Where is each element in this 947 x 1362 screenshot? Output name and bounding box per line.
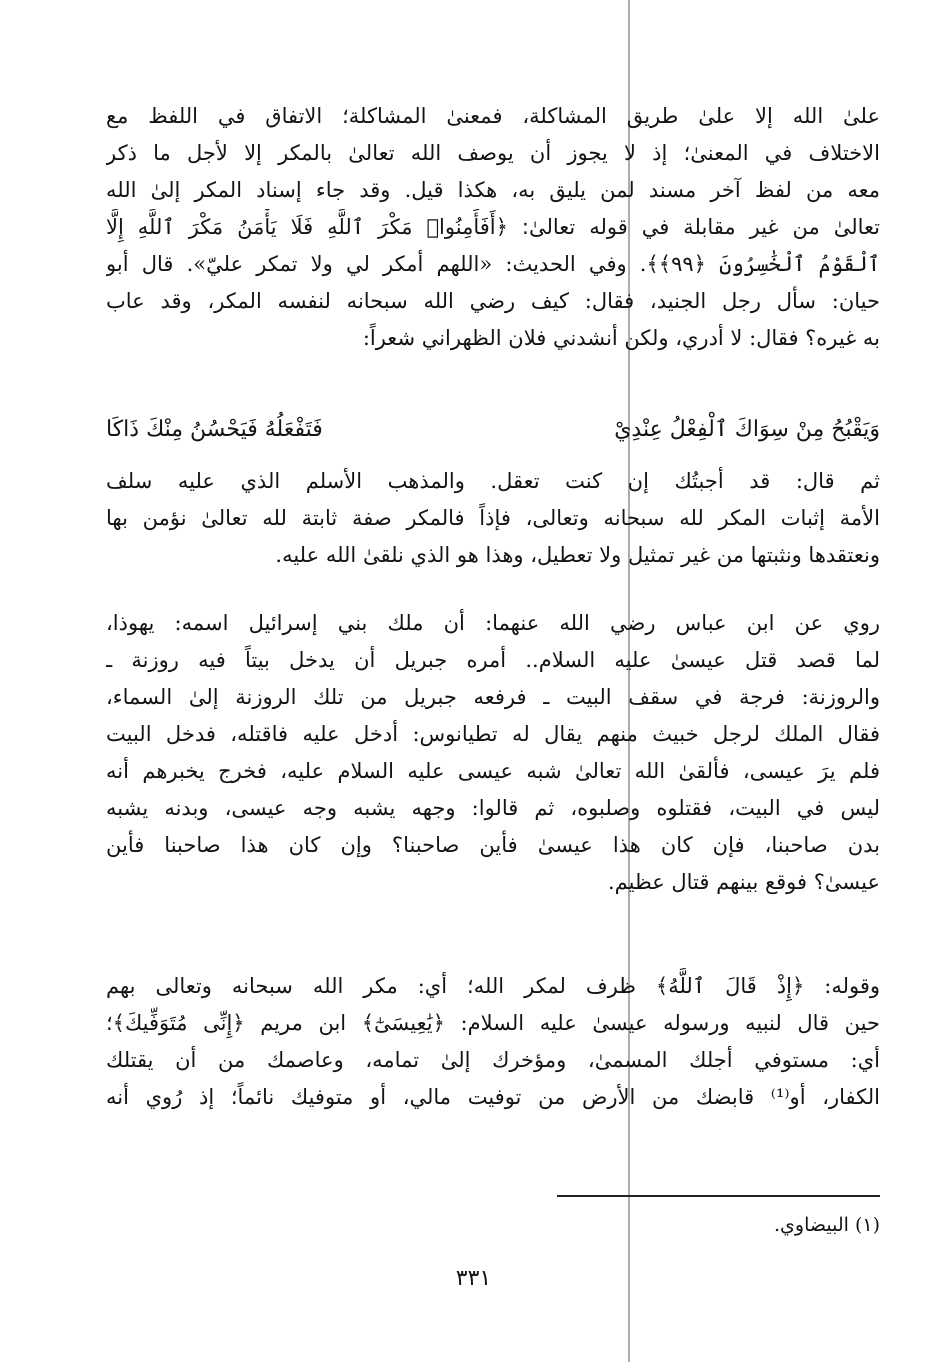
- poem-left-hemistich: فَتَفْعَلُهُ فَيَحْسُنُ مِنْكَ ذَاكَا: [106, 417, 323, 442]
- footnote: (١) البيضاوي.: [774, 1214, 880, 1236]
- text-line: تعالىٰ من غير مقابلة في قوله تعالىٰ: ﴿أَفَأَمِنُوا۟ مَكْرَ ٱللَّهِ فَلَا يَأْمَنُ مَكْرَ ٱللَّهِ إِلَّا: [106, 215, 880, 239]
- text-line: الأمة إثبات المكر لله سبحانه وتعالى، فإذاً فالمكر صفة ثابتة لله تعالىٰ نؤمن بها: [106, 506, 880, 530]
- paragraph-ibn-abbas-narration: [106, 605, 880, 901]
- footnote-separator: [557, 1195, 880, 1197]
- poem-verse: [106, 409, 880, 451]
- text-line: ٱلْقَوْمُ ٱلْخَٰسِرُونَ ﴿٩٩﴾﴾. وفي الحديث: «اللهم أمكر لي ولا تمكر عليّ». قال أبو: [106, 252, 880, 276]
- text-line: علىٰ الله إلا علىٰ طريق المشاكلة، فمعنىٰ المشاكلة؛ الاتفاق في اللفظ مع: [106, 104, 880, 128]
- text-line: وقوله: ﴿إِذْ قَالَ ٱللَّهُ﴾ ظرف لمكر الله؛ أي: مكر الله سبحانه وتعالى بهم: [106, 974, 880, 998]
- text-line: معه من لفظ آخر مسند لمن يليق به، هكذا قيل. وقد جاء إسناد المكر إلىٰ الله: [106, 178, 880, 202]
- text-line: والروزنة: فرجة في سقف البيت ـ فرفعه جبريل من تلك الروزنة إلىٰ السماء،: [106, 685, 880, 709]
- text-line: فلم يرَ عيسى، فألقىٰ الله تعالىٰ شبه عيسى عليه السلام عليه، فخرج يخبرهم أنه: [106, 759, 880, 783]
- text-line: الكفار، أو⁽¹⁾ قابضك من الأرض من توفيت مالي، أو متوفيك نائماً؛ إذ رُوي أنه: [106, 1085, 880, 1109]
- text-line: روي عن ابن عباس رضي الله عنهما: أن ملك بني إسرائيل اسمه: يهوذا،: [106, 611, 880, 635]
- paragraph-mukr-explanation: [106, 98, 880, 357]
- text-line: حين قال لنبيه ورسوله عيسىٰ عليه السلام: ﴿يَٰعِيسَىٰٓ﴾ ابن مريم ﴿إِنِّى مُتَوَفِّيكَ﴾؛: [106, 1011, 880, 1035]
- paragraph-idh-qala-allah: [106, 968, 880, 1116]
- text-line: فقال الملك لرجل خبيث منهم يقال له تطيانوس: أدخل عليه فاقتله، فدخل البيت: [106, 722, 880, 746]
- text-line: به غيره؟ فقال: لا أدري، ولكن أنشدني فلان الظهراني شعراً:: [362, 326, 880, 350]
- poem-right-hemistich: وَيَقْبُحُ مِنْ سِوَاكَ ٱلْفِعْلُ عِنْدِيْ: [614, 417, 880, 442]
- text-line: ليس في البيت، فقتلوه وصلبوه، ثم قالوا: وجهه يشبه وجه عيسى، وبدنه يشبه: [106, 796, 880, 820]
- text-line: الاختلاف في المعنىٰ؛ إذ لا يجوز أن يوصف الله تعالىٰ بالمكر إلا لأجل ما ذكر: [106, 141, 880, 165]
- text-line: لما قصد قتل عيسىٰ عليه السلام.. أمره جبريل أن يدخل بيتاً فيه روزنة ـ: [106, 648, 880, 672]
- text-line: ونعتقدها ونثبتها من غير تمثيل ولا تعطيل، وهذا هو الذي نلقىٰ الله عليه.: [275, 543, 880, 567]
- text-line: ثم قال: قد أجبتُك إن كنت تعقل. والمذهب الأسلم الذي عليه سلف: [106, 469, 880, 493]
- text-line: عيسىٰ؟ فوقع بينهم قتال عظيم.: [607, 870, 880, 894]
- text-line: أي: مستوفي أجلك المسمىٰ، ومؤخرك إلىٰ تمامه، وعاصمك من أن يقتلك: [106, 1048, 880, 1072]
- text-line: بدن صاحبنا، فإن كان هذا عيسىٰ فأين صاحبنا؟ وإن كان هذا صاحبنا فأين: [106, 833, 880, 857]
- page-number: ٣٣١: [455, 1266, 492, 1291]
- text-line: حيان: سأل رجل الجنيد، فقال: كيف رضي الله سبحانه لنفسه المكر، وقد عاب: [106, 289, 880, 313]
- paragraph-salaf-position: [106, 463, 880, 574]
